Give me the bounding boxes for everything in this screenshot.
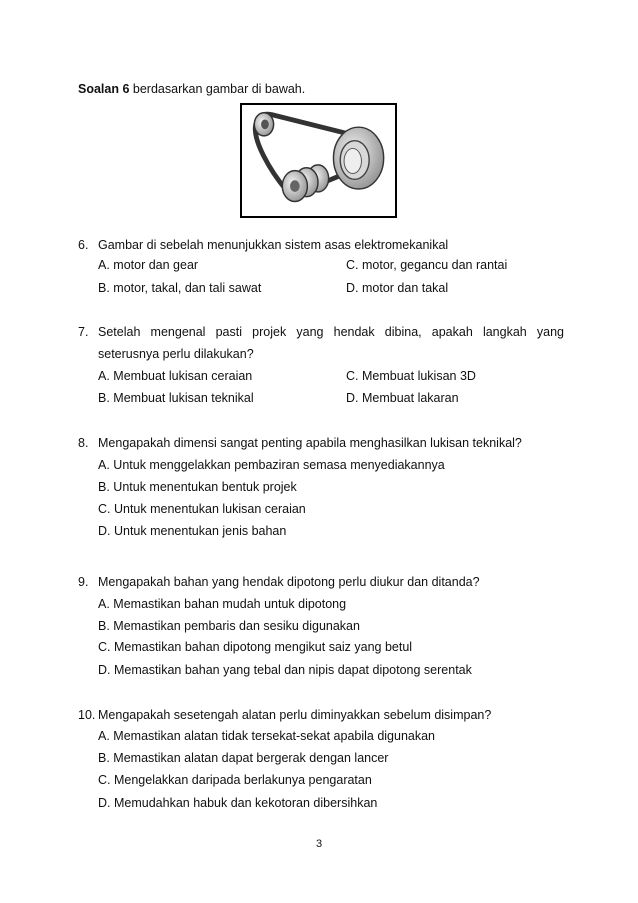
option-8c: C. Untuk menentukan lukisan ceraian bbox=[98, 502, 306, 516]
question-8 bbox=[78, 434, 564, 452]
option-7c: C. Membuat lukisan 3D bbox=[346, 369, 476, 383]
option-7b: B. Membuat lukisan teknikal bbox=[98, 391, 254, 405]
question-6 bbox=[78, 236, 564, 254]
option-6c: C. motor, gegancu dan rantai bbox=[346, 258, 508, 272]
option-6a: A. motor dan gear bbox=[98, 258, 199, 272]
question-text: Mengapakah sesetengah alatan perlu diminyakkan sebelum disimpan? bbox=[98, 708, 492, 722]
question-text: Mengapakah dimensi sangat penting apabila menghasilkan lukisan teknikal? bbox=[98, 436, 522, 450]
question-number: 10. bbox=[78, 708, 96, 722]
option-9a: A. Memastikan bahan mudah untuk dipotong bbox=[98, 597, 347, 611]
intro-label: Soalan 6 bbox=[78, 82, 130, 96]
belt-pulley-diagram-icon bbox=[242, 105, 395, 216]
option-8d: D. Untuk menentukan jenis bahan bbox=[98, 524, 287, 538]
option-10c: C. Mengelakkan daripada berlakunya pengaratan bbox=[98, 773, 372, 787]
option-10b: B. Memastikan alatan dapat bergerak dengan lancer bbox=[98, 751, 389, 765]
question-number: 6. bbox=[78, 238, 89, 252]
option-9b: B. Memastikan pembaris dan sesiku digunakan bbox=[98, 619, 360, 633]
question-number: 8. bbox=[78, 436, 89, 450]
question-number: 9. bbox=[78, 575, 89, 589]
question-7 bbox=[78, 323, 564, 341]
question-10 bbox=[78, 706, 564, 724]
intro-text: berdasarkan gambar di bawah. bbox=[132, 82, 306, 96]
question-text: Mengapakah bahan yang hendak dipotong perlu diukur dan ditanda? bbox=[98, 575, 480, 589]
question-text: Gambar di sebelah menunjukkan sistem asas elektromekanikal bbox=[98, 238, 449, 252]
intro-line bbox=[78, 82, 305, 96]
option-10d: D. Memudahkan habuk dan kekotoran dibersihkan bbox=[98, 796, 378, 810]
option-6b: B. motor, takal, dan tali sawat bbox=[98, 281, 262, 295]
option-9c: C. Memastikan bahan dipotong mengikut saiz yang betul bbox=[98, 640, 413, 654]
option-7a: A. Membuat lukisan ceraian bbox=[98, 369, 253, 383]
page-number: 3 bbox=[315, 838, 323, 850]
option-8a: A. Untuk menggelakkan pembaziran semasa menyediakannya bbox=[98, 458, 445, 472]
option-6d: D. motor dan takal bbox=[346, 281, 449, 295]
question-text-line1: Setelah mengenal pasti projek yang hendak dibina, apakah langkah yang bbox=[98, 325, 564, 339]
option-7d: D. Membuat lakaran bbox=[346, 391, 459, 405]
belt-pulley-figure bbox=[240, 103, 397, 218]
question-7-line2: seterusnya perlu dilakukan? bbox=[98, 347, 254, 361]
option-8b: B. Untuk menentukan bentuk projek bbox=[98, 480, 297, 494]
option-9d: D. Memastikan bahan yang tebal dan nipis dapat dipotong serentak bbox=[98, 663, 472, 677]
question-number: 7. bbox=[78, 325, 89, 339]
option-10a: A. Memastikan alatan tidak tersekat-sekat apabila digunakan bbox=[98, 729, 436, 743]
question-9 bbox=[78, 573, 564, 591]
